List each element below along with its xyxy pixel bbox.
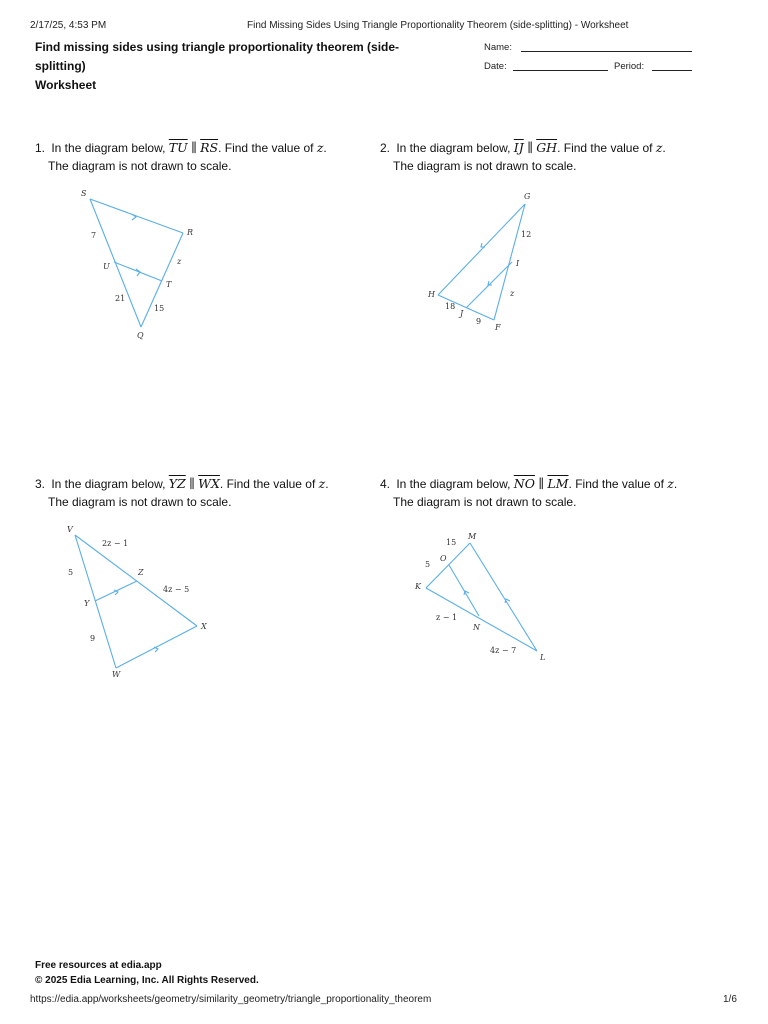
name-label: Name: [484, 42, 512, 53]
point-label: Z [138, 568, 144, 577]
question-end: . [662, 141, 666, 155]
question-number: 1. [35, 141, 46, 155]
side-label: 2z − 1 [102, 539, 129, 548]
side-label: 9 [476, 317, 482, 326]
question-prefix: In the diagram below, [51, 477, 166, 491]
question-prefix: In the diagram below, [396, 477, 511, 491]
point-label: T [166, 280, 172, 289]
segment-1: $\overline{YZ}$ [168, 476, 186, 491]
point-label: J [460, 309, 464, 318]
side-label: 4z − 5 [163, 585, 190, 594]
footer-resources: Free resources at edia.app [35, 960, 162, 971]
point-label: K [415, 582, 421, 591]
segment-ml [470, 543, 537, 651]
side-label: 15 [446, 538, 457, 547]
parallel-symbol: ∥ [527, 140, 533, 155]
point-label: I [516, 259, 520, 268]
scale-note: The diagram is not drawn to scale. [48, 159, 232, 173]
print-page-count: 1/6 [723, 994, 737, 1005]
segment-2: $\overline{GH}$ [536, 140, 558, 155]
side-label: 18 [445, 302, 456, 311]
question-suffix: . Find the value of [557, 141, 653, 155]
side-label: z [177, 257, 182, 266]
segment-mk [426, 543, 470, 588]
side-label: 21 [115, 294, 126, 303]
point-label: G [524, 192, 531, 201]
point-label: X [201, 622, 207, 631]
segment-on [449, 565, 479, 616]
print-timestamp: 2/17/25, 4:53 PM [30, 20, 107, 31]
question-number: 2. [380, 141, 391, 155]
variable: z [655, 140, 663, 155]
question-suffix: . Find the value of [568, 477, 664, 491]
parallel-arrow-icon [505, 599, 510, 603]
segment-1: $\overline{TU}$ [168, 140, 188, 155]
question-number: 4. [380, 477, 391, 491]
variable: z [318, 476, 326, 491]
point-label: V [67, 525, 73, 534]
side-label: z − 1 [436, 613, 458, 622]
point-label: M [468, 532, 477, 541]
question-prefix: In the diagram below, [51, 141, 166, 155]
question-end: . [325, 477, 329, 491]
question-suffix: . Find the value of [219, 477, 316, 491]
segment-2: $\overline{LM}$ [547, 476, 569, 491]
point-label: L [540, 653, 546, 662]
segment-1: $\overline{NO}$ [513, 476, 535, 491]
side-label: 9 [90, 634, 96, 643]
point-label: H [428, 290, 435, 299]
segment-1: $\overline{IJ}$ [513, 140, 524, 155]
scale-note: The diagram is not drawn to scale. [393, 495, 577, 509]
side-label: 4z − 7 [490, 646, 517, 655]
scale-note: The diagram is not drawn to scale. [48, 495, 232, 509]
question-number: 3. [35, 477, 46, 491]
title-line-2: splitting) [35, 59, 86, 73]
parallel-symbol: ∥ [538, 476, 545, 491]
period-label: Period: [614, 61, 645, 72]
segment-2: $\overline{WX}$ [198, 476, 220, 491]
print-url: https://edia.app/worksheets/geometry/similarity_geometry/triangle_proportionality_theorem [30, 994, 432, 1005]
worksheet-subtitle: Worksheet [35, 78, 97, 92]
point-label: Q [137, 331, 144, 340]
side-label: 7 [91, 231, 97, 240]
question-prefix: In the diagram below, [396, 141, 511, 155]
question-end: . [323, 141, 327, 155]
question-end: . [673, 477, 678, 491]
variable: z [667, 476, 674, 491]
segment-2: $\overline{RS}$ [200, 140, 219, 155]
point-label: U [103, 262, 110, 271]
variable: z [316, 140, 324, 155]
point-label: O [440, 554, 447, 563]
side-label: z [510, 289, 515, 298]
date-label: Date: [484, 61, 507, 72]
title-line-1: Find missing sides using triangle proportionality theorem (side- [35, 40, 400, 54]
parallel-symbol: ∥ [189, 476, 195, 491]
point-label: F [495, 323, 501, 332]
point-label: Y [84, 599, 90, 608]
side-label: 5 [425, 560, 431, 569]
point-label: R [187, 228, 194, 237]
point-label: W [112, 670, 121, 679]
question-suffix: . Find the value of [218, 141, 314, 155]
point-label: S [81, 189, 87, 198]
scale-note: The diagram is not drawn to scale. [393, 159, 577, 173]
side-label: 5 [68, 568, 74, 577]
print-page-title: Find Missing Sides Using Triangle Proportionality Theorem (side-splitting) - Worksheet [247, 20, 629, 31]
side-label: 15 [154, 304, 165, 313]
parallel-symbol: ∥ [190, 140, 197, 155]
footer-copyright: © 2025 Edia Learning, Inc. All Rights Reserved. [35, 975, 259, 986]
side-label: 12 [521, 230, 532, 239]
point-label: N [473, 623, 480, 632]
